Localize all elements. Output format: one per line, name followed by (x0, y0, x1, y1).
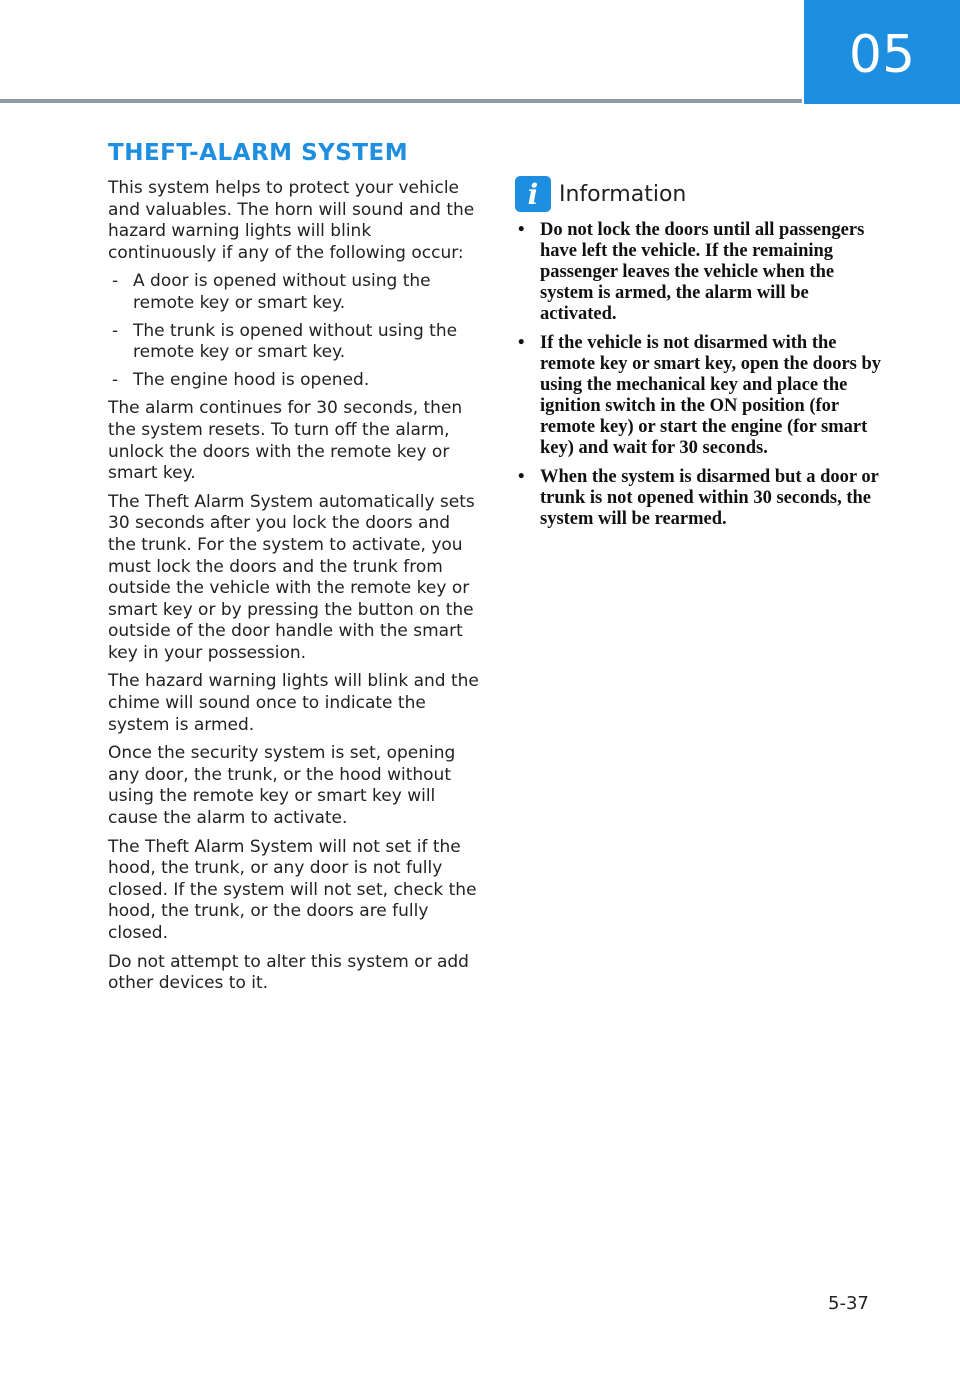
intro-paragraph: This system helps to protect your vehicle and valuables. The horn will sound and the hazard warning lights will blink continuously if any of the following occur: (108, 178, 475, 263)
body-paragraph: The Theft Alarm System will not set if the hood, the trunk, or any door is not fully closed. If the system will not set, check the hood, the trunk, or the doors are fully closed. (108, 836, 477, 943)
chapter-tab: 05 (804, 0, 960, 104)
header-rule (0, 99, 802, 103)
bullet-marker: • (518, 467, 525, 487)
left-column (108, 178, 480, 1002)
body-paragraph: The Theft Alarm System automatically sets 30 seconds after you lock the doors and the trunk. For the system to activate, you must lock the doors and the trunk from outside the vehicle with the remote key or smart key or by pressing the button on the outside of the door handle with the smart key in your possession. (108, 491, 475, 663)
page-number: 5-37 (828, 1293, 869, 1314)
dash-marker: - (112, 320, 119, 341)
bullet-marker: • (518, 333, 525, 353)
list-item: - The engine hood is opened. (112, 369, 370, 390)
section-title: THEFT-ALARM SYSTEM (108, 140, 409, 166)
information-title: Information (559, 181, 687, 207)
information-header (515, 176, 885, 212)
dash-marker: - (112, 369, 119, 390)
information-list (515, 220, 885, 530)
list-item: - The trunk is opened without using the remote key or smart key. (112, 320, 458, 363)
list-item: - A door is opened without using the remote key or smart key. (112, 271, 431, 313)
info-icon: i (515, 176, 551, 212)
list-item: • Do not lock the doors until all passengers have left the vehicle. If the remaining passenger leaves the vehicle when the system is armed, the alarm will be activated. (518, 220, 865, 324)
body-paragraph: The alarm continues for 30 seconds, then the system resets. To turn off the alarm, unlock the doors with the remote key or smart key. (108, 398, 463, 484)
information-box (515, 176, 885, 538)
body-paragraph: Do not attempt to alter this system or add other devices to it. (108, 951, 469, 994)
list-item: • If the vehicle is not disarmed with the remote key or smart key, open the doors by using the mechanical key and place the ignition switch in the ON position (for remote key) or start the engine (for smart key) and wait for 30 seconds. (518, 333, 882, 458)
list-item: • When the system is disarmed but a door or trunk is not opened within 30 seconds, the system will be rearmed. (518, 467, 879, 529)
body-paragraph: The hazard warning lights will blink and the chime will sound once to indicate the system is armed. (108, 671, 479, 735)
trigger-list (108, 271, 480, 391)
body-paragraph: Once the security system is set, opening any door, the trunk, or the hood without using the remote key or smart key will cause the alarm to activate. (108, 743, 456, 829)
dash-marker: - (112, 271, 119, 292)
bullet-marker: • (518, 220, 525, 240)
